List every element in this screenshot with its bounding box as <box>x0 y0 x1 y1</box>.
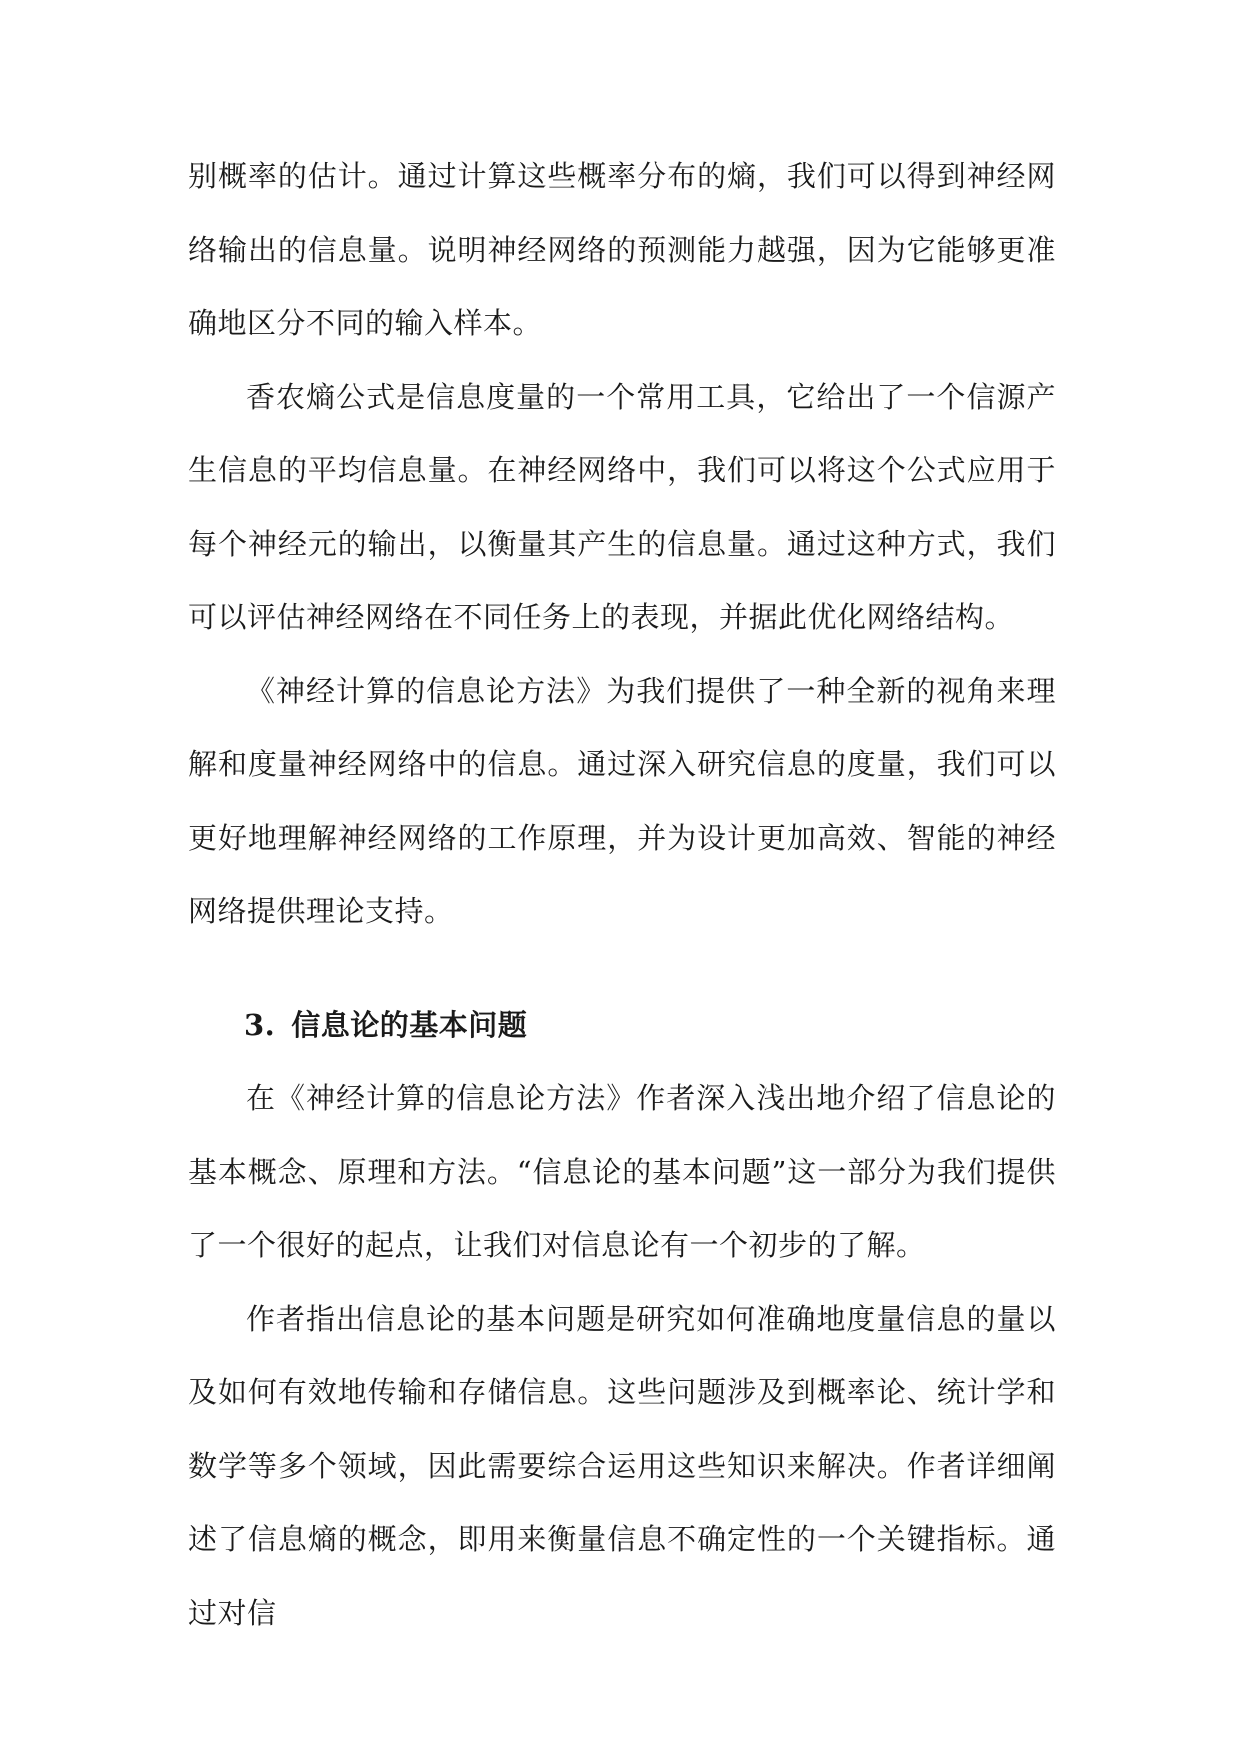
body-paragraph: 作者指出信息论的基本问题是研究如何准确地度量信息的量以及如何有效地传输和存储信息。这些问题涉及到概率论、统计学和数学等多个领域，因此需要综合运用这些知识来解决。作者详细阐述了信息熵的概念，即用来衡量信息不确定性的一个关键指标。通过对信 <box>188 1301 1056 1630</box>
section-title: 信息论的基本问题 <box>291 1007 528 1042</box>
body-paragraph: 在《神经计算的信息论方法》作者深入浅出地介绍了信息论的基本概念、原理和方法。“信息论的基本问题”这一部分为我们提供了一个很好的起点，让我们对信息论有一个初步的了解。 <box>188 1081 1056 1262</box>
document-body <box>188 140 1056 1650</box>
section-number: 3. <box>244 1007 276 1042</box>
body-paragraph: 香农熵公式是信息度量的一个常用工具，它给出了一个信源产生信息的平均信息量。在神经网络中，我们可以将这个公式应用于每个神经元的输出，以衡量其产生的信息量。通过这种方式，我们可以评估神经网络在不同任务上的表现，并据此优化网络结构。 <box>188 379 1056 634</box>
section-heading <box>188 989 1056 1063</box>
body-paragraph: 《神经计算的信息论方法》为我们提供了一种全新的视角来理解和度量神经网络中的信息。通过深入研究信息的度量，我们可以更好地理解神经网络的工作原理，并为设计更加高效、智能的神经网络提供理论支持。 <box>188 673 1056 928</box>
body-paragraph: 别概率的估计。通过计算这些概率分布的熵，我们可以得到神经网络输出的信息量。说明神经网络的预测能力越强，因为它能够更准确地区分不同的输入样本。 <box>188 159 1056 340</box>
